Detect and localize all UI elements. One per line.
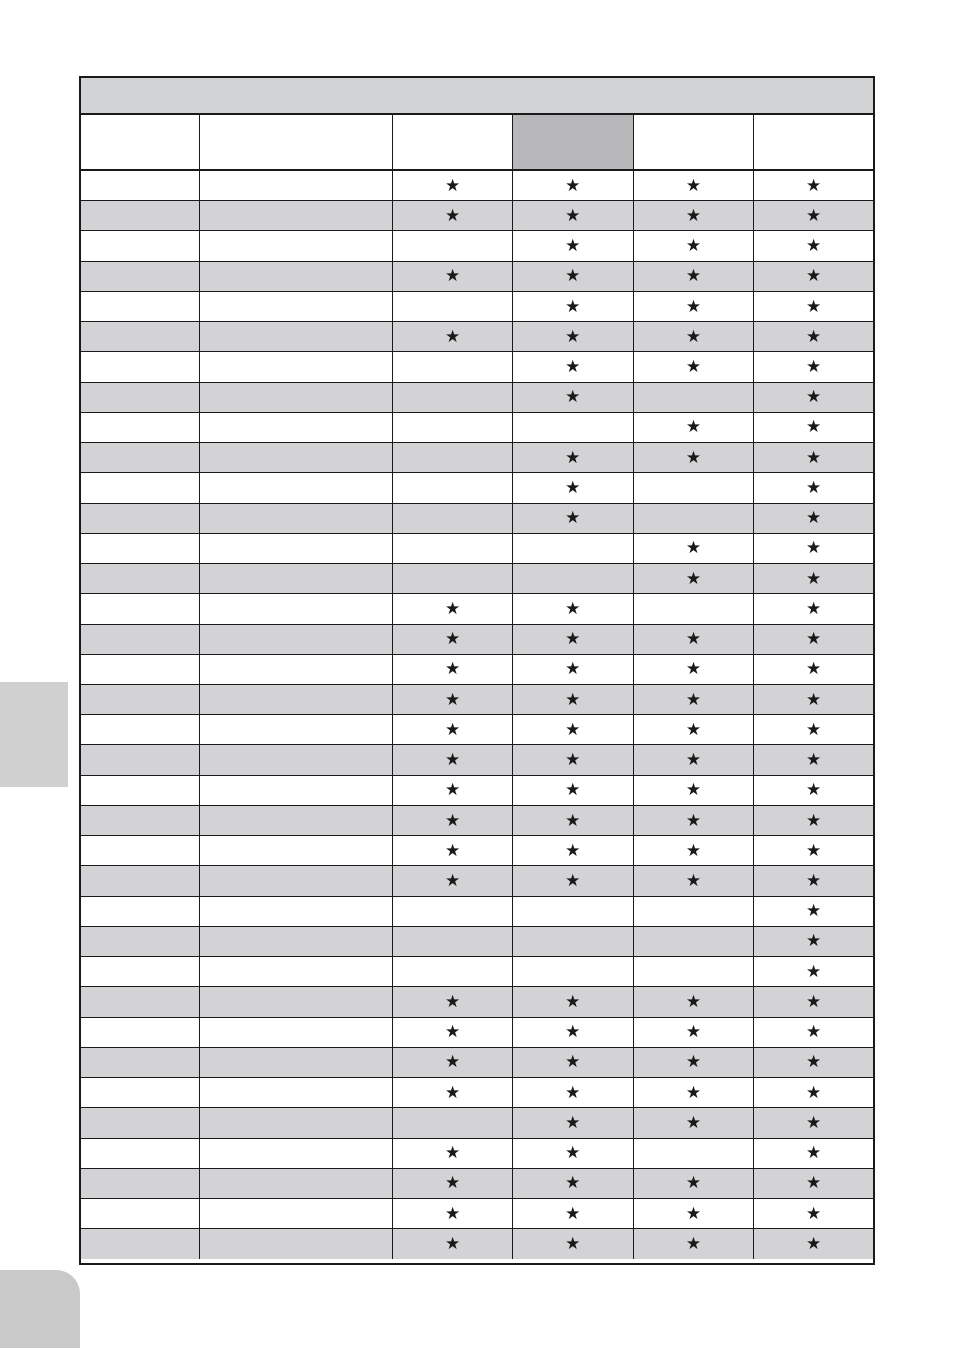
table-row	[81, 231, 873, 261]
empty-cell	[634, 594, 755, 623]
row-description-cell	[200, 322, 394, 351]
row-label-cell	[81, 443, 200, 472]
star-icon: ★	[634, 1108, 755, 1137]
star-icon: ★	[634, 413, 755, 442]
row-description-cell	[200, 231, 394, 260]
empty-cell	[634, 504, 755, 533]
star-icon: ★	[513, 443, 634, 472]
star-icon: ★	[634, 322, 755, 351]
empty-cell	[393, 1108, 513, 1137]
star-icon: ★	[806, 598, 822, 619]
star-icon: ★	[513, 383, 634, 412]
star-icon: ★	[393, 1048, 513, 1077]
empty-cell	[393, 564, 513, 593]
empty-cell	[393, 897, 513, 926]
empty-cell	[513, 927, 634, 956]
star-icon: ★	[806, 659, 822, 680]
table-row	[81, 655, 873, 685]
empty-cell	[634, 927, 755, 956]
empty-cell	[513, 534, 634, 563]
star-icon: ★	[806, 1082, 822, 1103]
star-icon: ★	[806, 1203, 822, 1224]
empty-cell	[634, 1139, 755, 1168]
star-icon: ★	[634, 836, 755, 865]
star-icon: ★	[513, 776, 634, 805]
row-label-cell	[81, 1199, 200, 1228]
star-icon: ★	[513, 806, 634, 835]
table-row	[81, 383, 873, 413]
row-label-cell	[81, 594, 200, 623]
row-description-cell	[200, 776, 394, 805]
star-icon: ★	[806, 508, 822, 529]
row-label-cell	[81, 201, 200, 230]
star-icon: ★	[393, 806, 513, 835]
compatibility-table	[79, 76, 875, 1265]
star-icon: ★	[806, 629, 822, 650]
table-row	[81, 715, 873, 745]
table-row	[81, 322, 873, 352]
table-row	[81, 262, 873, 292]
star-icon: ★	[393, 655, 513, 684]
star-icon: ★	[513, 625, 634, 654]
row-description-cell	[200, 715, 394, 744]
star-icon: ★	[806, 447, 822, 468]
star-icon: ★	[513, 715, 634, 744]
row-label-cell	[81, 927, 200, 956]
row-description-cell	[200, 836, 394, 865]
row-label-cell	[81, 836, 200, 865]
table-row	[81, 352, 873, 382]
empty-cell	[393, 473, 513, 502]
table-row	[81, 292, 873, 322]
star-icon: ★	[634, 443, 755, 472]
table-title-bar	[81, 78, 873, 115]
row-label-cell	[81, 383, 200, 412]
star-icon: ★	[513, 655, 634, 684]
header-cell	[754, 115, 873, 169]
star-icon: ★	[806, 387, 822, 408]
row-label-cell	[81, 1018, 200, 1047]
star-icon: ★	[634, 1048, 755, 1077]
empty-cell	[393, 292, 513, 321]
table-row	[81, 957, 873, 987]
section-side-tab	[0, 682, 68, 787]
table-row	[81, 987, 873, 1017]
table-row	[81, 1108, 873, 1138]
empty-cell	[393, 534, 513, 563]
star-icon: ★	[393, 745, 513, 774]
star-icon: ★	[806, 326, 822, 347]
table-row	[81, 201, 873, 231]
star-icon: ★	[634, 685, 755, 714]
empty-cell	[513, 564, 634, 593]
empty-cell	[634, 473, 755, 502]
empty-cell	[393, 231, 513, 260]
star-icon: ★	[634, 1018, 755, 1047]
star-icon: ★	[393, 171, 513, 200]
star-icon: ★	[513, 352, 634, 381]
star-icon: ★	[634, 231, 755, 260]
row-label-cell	[81, 231, 200, 260]
row-description-cell	[200, 1139, 394, 1168]
star-icon: ★	[634, 987, 755, 1016]
star-icon: ★	[806, 840, 822, 861]
row-description-cell	[200, 1078, 394, 1107]
row-description-cell	[200, 806, 394, 835]
row-label-cell	[81, 776, 200, 805]
table-row	[81, 806, 873, 836]
star-icon: ★	[806, 810, 822, 831]
row-label-cell	[81, 745, 200, 774]
row-description-cell	[200, 292, 394, 321]
star-icon: ★	[806, 1173, 822, 1194]
star-icon: ★	[513, 987, 634, 1016]
table-row	[81, 473, 873, 503]
star-icon: ★	[393, 776, 513, 805]
star-icon: ★	[393, 987, 513, 1016]
row-label-cell	[81, 655, 200, 684]
star-icon: ★	[513, 1169, 634, 1198]
star-icon: ★	[634, 745, 755, 774]
row-description-cell	[200, 655, 394, 684]
table-row	[81, 1018, 873, 1048]
star-icon: ★	[806, 1234, 822, 1255]
row-description-cell	[200, 927, 394, 956]
row-label-cell	[81, 171, 200, 200]
star-icon: ★	[513, 1229, 634, 1259]
page-corner-tab	[0, 1270, 80, 1348]
star-icon: ★	[634, 806, 755, 835]
table-row	[81, 504, 873, 534]
table-row	[81, 443, 873, 473]
row-description-cell	[200, 957, 394, 986]
star-icon: ★	[806, 357, 822, 378]
star-icon: ★	[393, 836, 513, 865]
star-icon: ★	[634, 352, 755, 381]
star-icon: ★	[806, 961, 822, 982]
row-label-cell	[81, 413, 200, 442]
row-label-cell	[81, 806, 200, 835]
star-icon: ★	[513, 322, 634, 351]
star-icon: ★	[634, 292, 755, 321]
empty-cell	[393, 413, 513, 442]
table-row	[81, 836, 873, 866]
row-description-cell	[200, 987, 394, 1016]
empty-cell	[393, 352, 513, 381]
star-icon: ★	[634, 715, 755, 744]
row-description-cell	[200, 1018, 394, 1047]
table-row	[81, 564, 873, 594]
row-description-cell	[200, 1108, 394, 1137]
row-label-cell	[81, 1139, 200, 1168]
header-cell	[81, 115, 200, 169]
star-icon: ★	[806, 477, 822, 498]
star-icon: ★	[634, 171, 755, 200]
row-label-cell	[81, 504, 200, 533]
star-icon: ★	[393, 1018, 513, 1047]
row-label-cell	[81, 473, 200, 502]
star-icon: ★	[393, 866, 513, 895]
star-icon: ★	[806, 175, 822, 196]
table-row	[81, 1199, 873, 1229]
star-icon: ★	[513, 201, 634, 230]
table-row	[81, 625, 873, 655]
star-icon: ★	[634, 201, 755, 230]
row-description-cell	[200, 171, 394, 200]
star-icon: ★	[513, 836, 634, 865]
star-icon: ★	[634, 534, 755, 563]
table-row	[81, 927, 873, 957]
star-icon: ★	[806, 871, 822, 891]
row-description-cell	[200, 413, 394, 442]
star-icon: ★	[806, 236, 822, 257]
star-icon: ★	[634, 1078, 755, 1107]
row-description-cell	[200, 504, 394, 533]
star-icon: ★	[634, 655, 755, 684]
star-icon: ★	[634, 564, 755, 593]
star-icon: ★	[513, 1018, 634, 1047]
star-icon: ★	[513, 171, 634, 200]
row-label-cell	[81, 1108, 200, 1137]
row-description-cell	[200, 262, 394, 291]
star-icon: ★	[393, 685, 513, 714]
row-label-cell	[81, 1078, 200, 1107]
star-icon: ★	[806, 780, 822, 801]
row-label-cell	[81, 534, 200, 563]
row-description-cell	[200, 594, 394, 623]
row-description-cell	[200, 745, 394, 774]
empty-cell	[513, 413, 634, 442]
star-icon: ★	[513, 292, 634, 321]
star-icon: ★	[393, 625, 513, 654]
table-row	[81, 1078, 873, 1108]
row-label-cell	[81, 897, 200, 926]
row-description-cell	[200, 625, 394, 654]
row-label-cell	[81, 564, 200, 593]
star-icon: ★	[806, 1022, 822, 1043]
table-row	[81, 897, 873, 927]
star-icon: ★	[393, 201, 513, 230]
row-description-cell	[200, 443, 394, 472]
star-icon: ★	[513, 594, 634, 623]
row-description-cell	[200, 866, 394, 895]
row-label-cell	[81, 262, 200, 291]
star-icon: ★	[634, 866, 755, 895]
empty-cell	[513, 897, 634, 926]
star-icon: ★	[806, 719, 822, 740]
star-icon: ★	[513, 231, 634, 260]
star-icon: ★	[513, 745, 634, 774]
star-icon: ★	[393, 1169, 513, 1198]
table-row	[81, 866, 873, 896]
table-row	[81, 685, 873, 715]
header-cell	[634, 115, 755, 169]
empty-cell	[393, 383, 513, 412]
row-description-cell	[200, 201, 394, 230]
star-icon: ★	[393, 715, 513, 744]
star-icon: ★	[806, 417, 822, 438]
table-row	[81, 1048, 873, 1078]
row-description-cell	[200, 1199, 394, 1228]
star-icon: ★	[806, 901, 822, 922]
star-icon: ★	[393, 1199, 513, 1228]
row-description-cell	[200, 534, 394, 563]
star-icon: ★	[634, 262, 755, 291]
star-icon: ★	[634, 776, 755, 805]
table-row	[81, 1169, 873, 1199]
header-cell-highlighted	[513, 115, 634, 169]
header-cell	[393, 115, 513, 169]
row-label-cell	[81, 352, 200, 381]
star-icon: ★	[806, 1112, 822, 1133]
star-icon: ★	[513, 685, 634, 714]
row-description-cell	[200, 897, 394, 926]
star-icon: ★	[513, 1139, 634, 1168]
star-icon: ★	[806, 296, 822, 317]
star-icon: ★	[513, 262, 634, 291]
row-label-cell	[81, 292, 200, 321]
row-description-cell	[200, 352, 394, 381]
row-description-cell	[200, 1229, 394, 1259]
empty-cell	[634, 957, 755, 986]
table-row	[81, 776, 873, 806]
star-icon: ★	[393, 1229, 513, 1259]
star-icon: ★	[513, 1048, 634, 1077]
table-row	[81, 594, 873, 624]
star-icon: ★	[806, 750, 822, 771]
star-icon: ★	[634, 625, 755, 654]
row-label-cell	[81, 1048, 200, 1077]
row-label-cell	[81, 715, 200, 744]
star-icon: ★	[393, 594, 513, 623]
star-icon: ★	[806, 689, 822, 710]
header-cell	[200, 115, 394, 169]
table-header-row	[81, 115, 873, 171]
row-label-cell	[81, 685, 200, 714]
star-icon: ★	[513, 1078, 634, 1107]
row-label-cell	[81, 1229, 200, 1259]
star-icon: ★	[806, 931, 822, 952]
star-icon: ★	[806, 1143, 822, 1164]
row-label-cell	[81, 987, 200, 1016]
empty-cell	[393, 504, 513, 533]
table-row	[81, 534, 873, 564]
star-icon: ★	[513, 504, 634, 533]
row-description-cell	[200, 383, 394, 412]
star-icon: ★	[634, 1229, 755, 1259]
empty-cell	[513, 957, 634, 986]
empty-cell	[393, 443, 513, 472]
star-icon: ★	[393, 1139, 513, 1168]
star-icon: ★	[806, 266, 822, 287]
row-description-cell	[200, 685, 394, 714]
empty-cell	[393, 927, 513, 956]
star-icon: ★	[513, 1108, 634, 1137]
table-row	[81, 171, 873, 201]
row-label-cell	[81, 322, 200, 351]
empty-cell	[634, 897, 755, 926]
star-icon: ★	[513, 473, 634, 502]
row-description-cell	[200, 1048, 394, 1077]
empty-cell	[634, 383, 755, 412]
table-row	[81, 1229, 873, 1259]
star-icon: ★	[634, 1169, 755, 1198]
star-icon: ★	[393, 262, 513, 291]
row-description-cell	[200, 473, 394, 502]
star-icon: ★	[806, 568, 822, 589]
star-icon: ★	[513, 866, 634, 895]
star-icon: ★	[393, 322, 513, 351]
star-icon: ★	[393, 1078, 513, 1107]
empty-cell	[393, 957, 513, 986]
row-label-cell	[81, 957, 200, 986]
table-row	[81, 1139, 873, 1169]
star-icon: ★	[806, 991, 822, 1012]
table-body	[81, 171, 873, 1259]
star-icon: ★	[513, 1199, 634, 1228]
table-row	[81, 745, 873, 775]
row-label-cell	[81, 1169, 200, 1198]
row-description-cell	[200, 1169, 394, 1198]
star-icon: ★	[806, 1052, 822, 1073]
table-row	[81, 413, 873, 443]
row-label-cell	[81, 625, 200, 654]
star-icon: ★	[806, 538, 822, 559]
row-description-cell	[200, 564, 394, 593]
row-label-cell	[81, 866, 200, 895]
star-icon: ★	[806, 205, 822, 226]
star-icon: ★	[634, 1199, 755, 1228]
